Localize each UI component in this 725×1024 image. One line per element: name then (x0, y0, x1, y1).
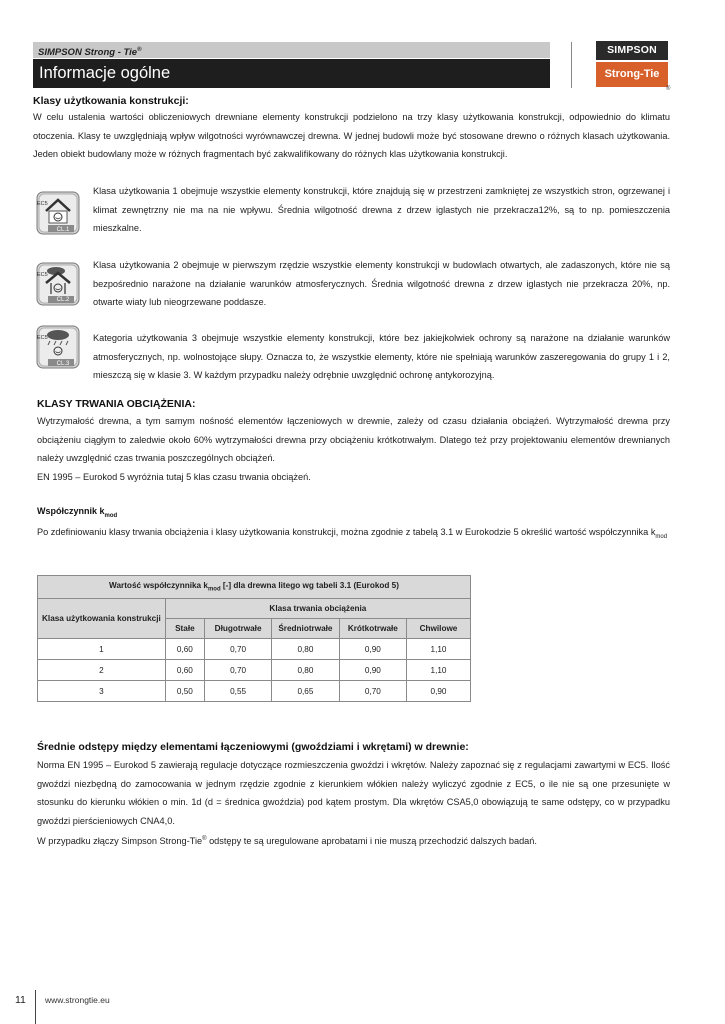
service-classes-intro-text: W celu ustalenia wartości obliczeniowych drewniane elementy konstrukcji podzielono na trzy klasy użytkowania konstrukcji, odpowiednio do klimatu otoczenia. Klasy te uwzględniają wpływ wilgotności wyrównawczej drewna. W jednej budowli może być stosowane drewno o różnych klasach użytkowania. Jeden obiekt budowlany może w różnych fragmentach być zakwalifikowany do różnych klas użytkowania konstrukcji. (33, 112, 670, 159)
spacing-paragraph-2-pre: W przypadku złączy Simpson Strong-Tie (37, 836, 203, 847)
kmod-intro-sub: mod (655, 533, 668, 540)
table-cell: 1,10 (407, 639, 471, 660)
brand-bar (33, 42, 550, 58)
kmod-table-title-sub: mod (207, 586, 221, 593)
spacing-text (37, 756, 670, 851)
service-classes-intro (33, 108, 670, 164)
section-heading-spacing: Średnie odstępy między elementami łączeniowymi (gwoździami i wkrętami) w drewnie: (37, 741, 469, 753)
table-cell-class: 2 (38, 660, 166, 681)
spacing-paragraph-2-reg: ® (202, 836, 207, 842)
kmod-table-col-header: Średniotrwałe (272, 619, 339, 639)
kmod-table-col-header: Stałe (165, 619, 204, 639)
service-class-2-description (93, 256, 670, 312)
kmod-table-col-header: Chwilowe (407, 619, 471, 639)
spacing-paragraph-2 (37, 830, 670, 851)
table-row (38, 660, 471, 681)
logo-bottom-text: Strong-Tie (596, 62, 668, 87)
table-cell: 0,70 (339, 681, 406, 702)
kmod-table-title (38, 576, 471, 599)
footer-divider (35, 990, 36, 1024)
section-heading-load-duration: KLASY TRWANIA OBCIĄŻENIA: (37, 398, 196, 410)
brand-text: SIMPSON Strong - Tie (38, 47, 138, 59)
table-cell: 0,80 (272, 660, 339, 681)
logo-separator (571, 42, 572, 88)
service-class-3-description (93, 329, 670, 385)
kmod-intro (37, 523, 670, 546)
service-class-1-label: CL.1 (56, 227, 70, 233)
spacing-paragraph-2-post: odstępy te są uregulowane aprobatami i nie muszą przechodzić dalszych badań. (206, 836, 537, 847)
table-cell-class: 1 (38, 639, 166, 660)
service-class-1-ec: EC5 (37, 201, 48, 207)
kmod-intro-text (37, 523, 670, 546)
table-cell: 0,60 (165, 660, 204, 681)
table-cell: 0,70 (205, 639, 272, 660)
service-class-2-ec: EC5 (37, 272, 48, 278)
table-cell: 0,55 (205, 681, 272, 702)
table-row (38, 639, 471, 660)
table-cell: 0,90 (339, 639, 406, 660)
kmod-heading-sub: mod (104, 512, 118, 519)
kmod-table-row-header: Klasa użytkowania konstrukcji (38, 599, 166, 639)
load-duration-paragraph-2: EN 1995 – Eurokod 5 wyróżnia tutaj 5 klas czasu trwania obciążeń. (37, 471, 311, 482)
table-cell-class: 3 (38, 681, 166, 702)
page-number: 11 (15, 994, 26, 1006)
kmod-intro-main: Po zdefiniowaniu klasy trwania obciążenia i klasy użytkowania konstrukcji, można zgodnie z tabelą 3.1 w Eurokodzie 5 określić wartość współczynnika k (37, 527, 656, 537)
spacing-paragraph: Norma EN 1995 – Eurokod 5 zawierają regulacje dotyczące rozmieszczenia gwoździ i wkrętów. Należy zapoznać się z regulacjami zawartymi w EC5. Ilość gwoździ niezbędną do zamocowania w jednym rzędzie zgodnie z kierunkiem włókien należy wyliczyć zgodnie z EC5, o ile nie są one przesunięte w stosunku do kierunku włókien o min. 1d (d = średnica gwoździa) pod kątem prostym. Dla wkrętów CSA5,0 obowiązują te same odstępy, co w przypadku gwoździ pierścieniowych CNA4,0. (37, 760, 670, 826)
kmod-table-title-post: [-] dla drewna litego wg tabeli 3.1 (Eurokod 5) (220, 581, 399, 591)
table-cell: 0,50 (165, 681, 204, 702)
kmod-table (37, 575, 471, 702)
table-cell: 0,60 (165, 639, 204, 660)
table-cell: 0,65 (272, 681, 339, 702)
page-title: Informacje ogólne (33, 59, 550, 88)
table-cell: 0,90 (339, 660, 406, 681)
service-class-3-label: CL.3 (56, 361, 70, 367)
kmod-heading-text: Współczynnik k (37, 506, 105, 516)
simpson-logo (596, 41, 668, 87)
table-cell: 0,90 (407, 681, 471, 702)
logo-top-text: SIMPSON (596, 41, 668, 60)
kmod-table-col-header: Długotrwałe (205, 619, 272, 639)
load-duration-paragraph: Wytrzymałość drewna, a tym samym nośność elementów łączeniowych w drewnie, zależy od czasu działania obciążeń. Wytrzymałość drewna przy obciążeniu ciągłym to zaledwie około 60% wytrzymałości drewna przy obciążeniu krótkotrwałym. Dlatego też przy projektowaniu elementów drewnianych należy uwzględnić czas trwania poszczególnych obciążeń. (37, 416, 670, 463)
kmod-table-col-header: Krótkotrwałe (339, 619, 406, 639)
footer-url[interactable]: www.strongtie.eu (45, 995, 110, 1005)
logo-reg-mark: ® (666, 86, 671, 92)
load-duration-text (37, 412, 670, 486)
service-class-2-label: CL.2 (56, 297, 70, 303)
service-class-1-text: Klasa użytkowania 1 obejmuje wszystkie elementy konstrukcji, które znajdują się w przestrzeni zamkniętej ze wszystkich stron, ogrzewanej i klimat zewnętrzny nie ma na nie wpływu. Średnia wilgotność drewna z drzew iglastych nie przekracza12%, są to np. pomieszczenia mieszkalne. (93, 186, 670, 233)
kmod-table-group-header: Klasa trwania obciążenia (165, 599, 470, 619)
table-cell: 0,70 (205, 660, 272, 681)
service-class-3-text: Kategoria użytkowania 3 obejmuje wszystkie elementy konstrukcji, które bez jakiejkolwiek ochrony są narażone na działanie warunków atmosferycznych, np. wolnostojące słupy. Oznacza to, że wszystkie elementy, które nie spełniają warunków zaszeregowania do grupy 1 i 2, mieszczą się w klasie 3. W każdym przypadku należy odrębnie uwzględnić ochronę antykorozyjną. (93, 333, 670, 380)
service-class-1-description (93, 182, 670, 238)
kmod-table-title-pre: Wartość współczynnika k (109, 581, 208, 591)
table-row (38, 681, 471, 702)
section-heading-service-classes: Klasy użytkowania konstrukcji: (33, 95, 189, 107)
service-class-3-ec: EC5 (37, 335, 48, 341)
kmod-heading (37, 506, 117, 519)
brand-reg: ® (137, 47, 142, 53)
service-class-2-text: Klasa użytkowania 2 obejmuje w pierwszym rzędzie wszystkie elementy konstrukcji w budowlach otwartych, ale zadaszonych, które nie są bezpośrednio narażone na działanie warunków atmosferycznych. Średnia wilgotność drewna z drzew iglastych nie przekracza 20%, np. otwarte wiaty lub nieogrzewane poddasze. (93, 260, 670, 307)
table-cell: 0,80 (272, 639, 339, 660)
table-cell: 1,10 (407, 660, 471, 681)
